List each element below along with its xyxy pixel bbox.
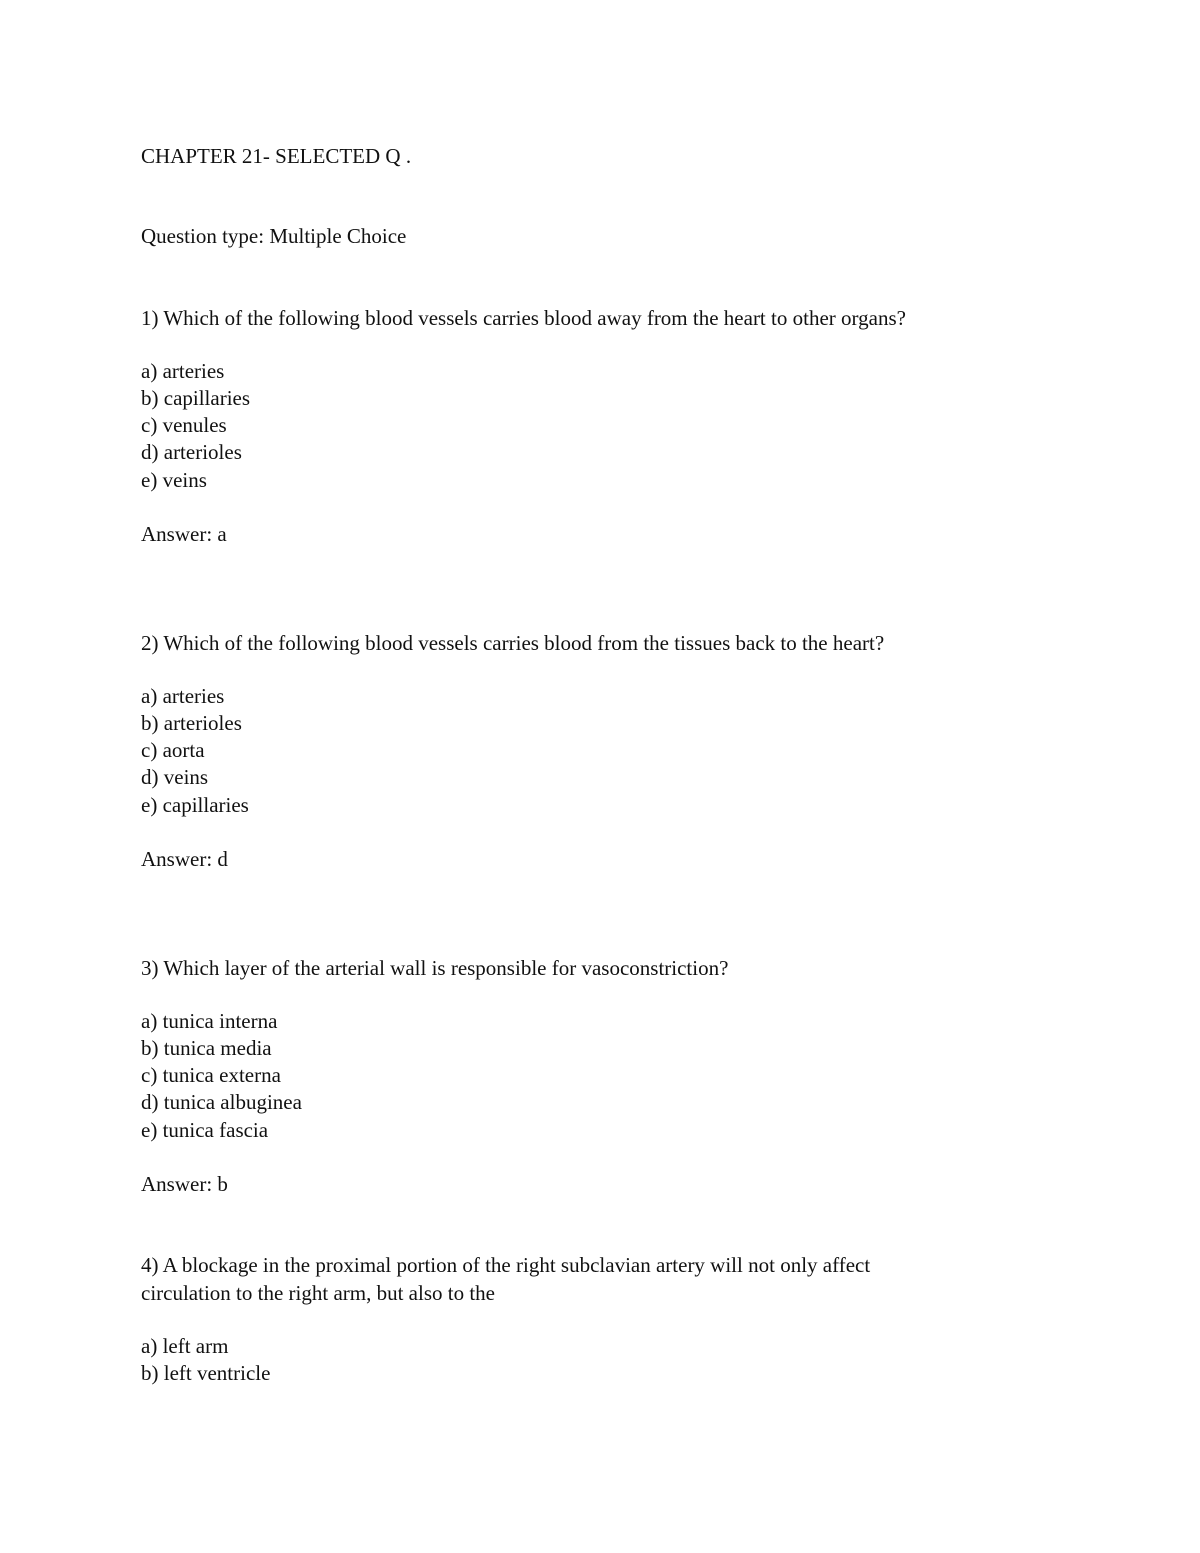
- question-1-option-b: b) capillaries: [141, 386, 251, 410]
- question-3-option-b: b) tunica media: [141, 1036, 272, 1060]
- question-2-answer: Answer: d: [141, 847, 228, 871]
- question-1-option-a: a) arteries: [141, 359, 225, 383]
- question-2-stem: 2) Which of the following blood vessels carries blood from the tissues back to the heart?: [141, 631, 885, 655]
- question-3-answer: Answer: b: [141, 1172, 228, 1196]
- question-2-option-e: e) capillaries: [141, 793, 249, 817]
- question-1-stem: 1) Which of the following blood vessels carries blood away from the heart to other organs?: [141, 306, 906, 330]
- question-3-option-c: c) tunica externa: [141, 1063, 281, 1087]
- chapter-title: CHAPTER 21- SELECTED Q .: [141, 144, 412, 168]
- question-3-option-e: e) tunica fascia: [141, 1118, 269, 1142]
- question-1-option-c: c) venules: [141, 413, 227, 437]
- question-3-option-a: a) tunica interna: [141, 1009, 278, 1033]
- question-3-stem: 3) Which layer of the arterial wall is responsible for vasoconstriction?: [141, 956, 729, 980]
- question-2-option-a: a) arteries: [141, 684, 225, 708]
- question-1-answer: Answer: a: [141, 522, 227, 546]
- question-2-option-d: d) veins: [141, 765, 209, 789]
- question-3-option-d: d) tunica albuginea: [141, 1090, 302, 1114]
- question-type: Question type: Multiple Choice: [141, 224, 407, 248]
- question-4-stem-line-1: 4) A blockage in the proximal portion of the right subclavian artery will not only affect: [141, 1253, 871, 1277]
- question-4-option-a: a) left arm: [141, 1334, 229, 1358]
- question-1-option-d: d) arterioles: [141, 440, 242, 464]
- question-4-option-b: b) left ventricle: [141, 1361, 271, 1385]
- question-2-option-c: c) aorta: [141, 738, 205, 762]
- question-2-option-b: b) arterioles: [141, 711, 242, 735]
- question-4-stem-line-2: circulation to the right arm, but also to the: [141, 1281, 495, 1305]
- question-1-option-e: e) veins: [141, 468, 207, 492]
